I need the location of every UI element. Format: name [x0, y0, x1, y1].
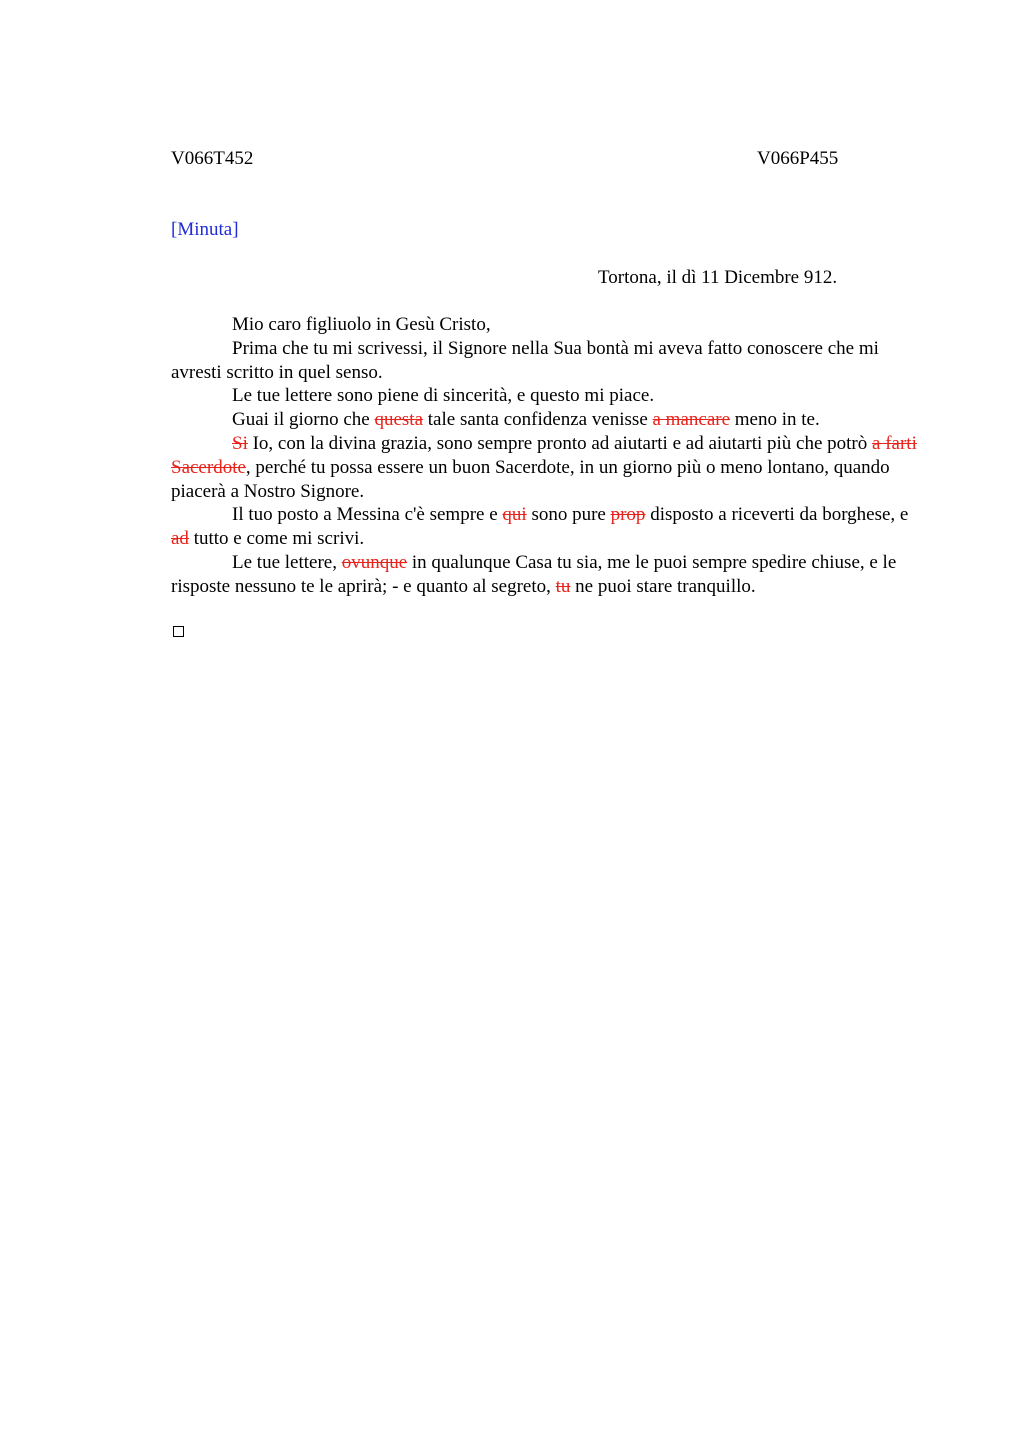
document-code-left: V066T452 — [171, 148, 254, 169]
paragraph-6 — [171, 551, 931, 599]
paragraph-text: ne puoi stare tranquillo. — [570, 575, 756, 597]
paragraph-4 — [171, 432, 931, 503]
paragraph-text: Prima che tu mi scrivessi, il Signore nella Sua bontà mi aveva fatto conoscere che mi avresti scritto in quel senso. — [171, 337, 879, 383]
deleted-word: a mancare — [652, 409, 731, 431]
paragraph-text: tale santa confidenza venisse — [423, 409, 653, 431]
paragraph-text: disposto a riceverti da borghese, e — [645, 504, 909, 526]
paragraph-text: Le tue lettere sono piene di sincerità, e questo mi piace. — [232, 385, 655, 407]
paragraph-text: meno in te. — [730, 409, 820, 431]
deleted-word: questa — [374, 409, 424, 431]
paragraph-2 — [171, 384, 931, 408]
salutation-text: Mio caro figliuolo in Gesù Cristo, — [232, 314, 491, 335]
deleted-word: ovunque — [341, 551, 408, 573]
letter-body — [171, 313, 931, 599]
minuta-label: [Minuta] — [171, 219, 239, 240]
paragraph-text: Guai il giorno che — [232, 409, 375, 431]
deleted-word: a farti Sacerdote — [171, 432, 917, 478]
deleted-word: ad — [171, 528, 189, 550]
salutation — [171, 313, 931, 337]
paragraph-text: in qualunque Casa tu sia, me le puoi sempre spedire chiuse, e le risposte nessuno te le aprirà; - e quanto al segreto, — [171, 551, 897, 597]
paragraph-1 — [171, 337, 931, 385]
paragraph-text: Le tue lettere, — [232, 551, 342, 573]
paragraph-3 — [171, 408, 931, 432]
paragraph-5 — [171, 503, 931, 551]
paragraph-text: Il tuo posto a Messina c'è sempre e — [232, 504, 503, 526]
paragraph-text: , perché tu possa essere un buon Sacerdote, in un giorno più o meno lontano, quando piacerà a Nostro Signore. — [171, 456, 890, 502]
document-code-right: V066P455 — [757, 148, 839, 169]
paragraph-text: Io, con la divina grazia, sono sempre pronto ad aiutarti e ad aiutarti più che potrò — [247, 432, 873, 454]
deleted-word: Si — [232, 432, 248, 454]
deleted-word: prop — [610, 504, 646, 526]
deleted-word: qui — [502, 504, 527, 526]
dateline: Tortona, il dì 11 Dicembre 912. — [598, 267, 838, 288]
deleted-word: tu — [555, 575, 571, 597]
paragraph-text: tutto e come mi scrivi. — [188, 528, 365, 550]
empty-square-icon — [173, 626, 184, 637]
paragraph-text: sono pure — [526, 504, 611, 526]
